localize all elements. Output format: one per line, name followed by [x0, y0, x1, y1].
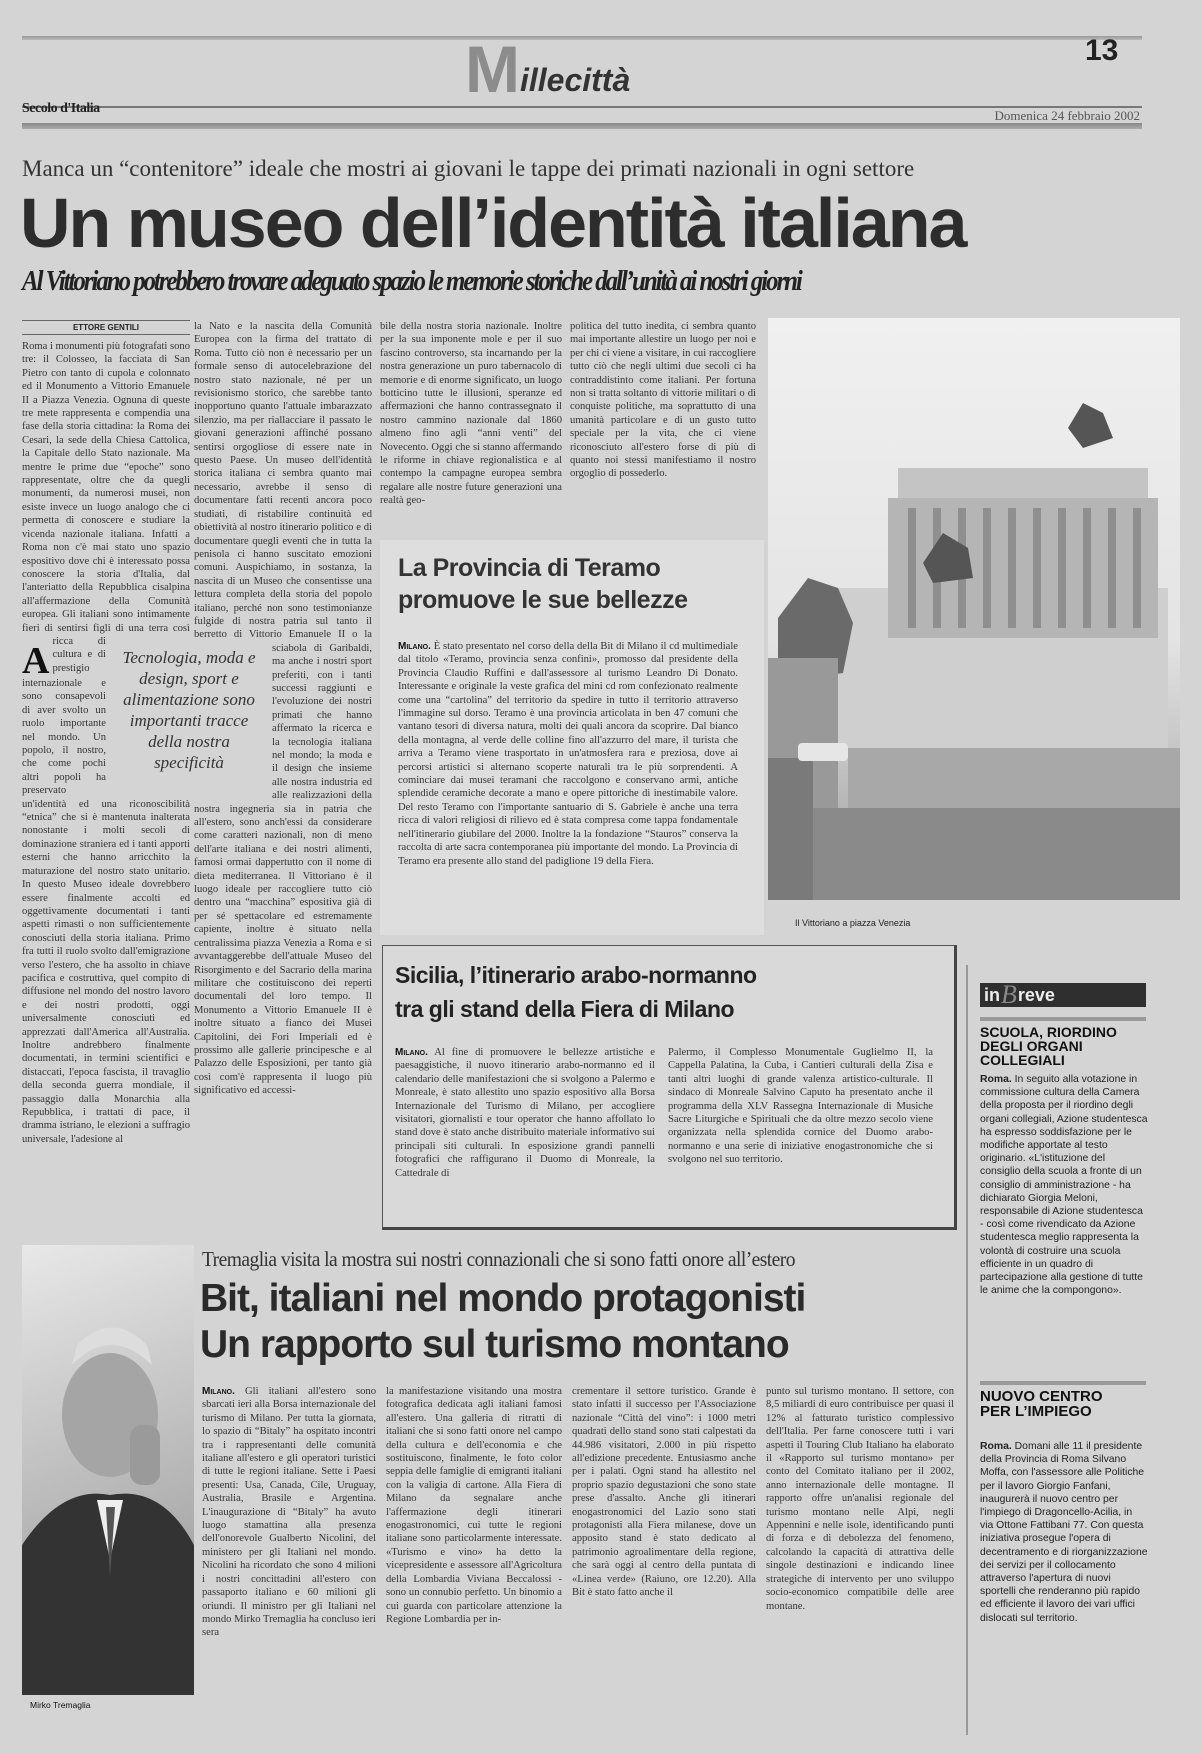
in-breve-label-b: B — [1001, 980, 1017, 1009]
breve-body-2: Roma. Domani alle 11 il presidente della Provincia di Roma Silvano Moffa, con l'assessore alle Politiche per il lavoro Giorgio Fanfani, inaugurerà il nuovo centro per l'impiego di Dragoncello-Acilia, in via Ottone Fattibani 77. Con questa iniziativa prosegue l'opera di decentramento e di riorganizzazione dei servizi per il collocamento attraverso l'apertura di nuovi sportelli che renderanno più rapido ed efficiente il lavoro dei vari uffici dislocati sul territorio. — [980, 1441, 1148, 1624]
drop-cap: A — [22, 640, 50, 682]
monument-image — [768, 318, 1180, 900]
teramo-body: Milano. È stato presentato nel corso della della Bit di Milano il cd multimediale dal titolo «Teramo, provincia senza confini», promosso dal presidente della Provincia Claudio Ruffini e dall'assessore al turismo Leandro Di Donato. Interessante e originale la veste grafica del mini cd rom confezionato realmente come una “cartolina” del territorio da spedire in tutto il territorio attraverso l'immagine sul dorso. Teramo è una provincia articolata in ben 47 comuni che vantano tesori di diversa natura, molti dei quali ancora da scoprire. Dal bianco della montagna, al verde delle colline fino all'azzurro del mare, il turista che arriva a Teramo viene trasportato in un'atmosfera rara e preziosa, dove ai percorsi artistici si alternano scoperte naturali tra le più sorprendenti. A cominciare dai musei teramani che raccolgono e conservano armi, antiche splendide ceramiche decorate a mano e opere pittoriche di inestimabile valore. Del resto Teramo con l'importante santuario di S. Gabriele è anche una terra ricca di valori religiosi di rilievo ed è stata compresa come tappa fondamentale nell'itinerario giubilare del 2000. Inoltre la la fondazione “Stauros” conserva la raccolta di arte sacra contemporanea più importante del mondo. La Provincia di Teramo era presente allo stand del padiglione 19 della Fiera. — [398, 641, 738, 867]
bit-column-3: crementare il settore turistico. Grande è stato infatti il successo per l'Associazione nazionale “Città del vino”: i 1000 metri quadrati dello stand sono stati calpestati da 44.986 visitatori, 2.000 in più rispetto all'edizione precedente. Entusiasmo anche per i palati. Ogni stand ha allestito nel proprio spazio degustazioni che sono state prese d'assalto. Anche gli itinerari enogastronomici del Lazio sono stati protagonisti alla Fiera milanese, dove un apposito stand è stato dedicato al patrimonio agroalimentare della regione, che sarà oggi al centro della puntata di «Linea verde» (Raiuno, ore 12.20). Alla Bit è stato fatto anche il — [572, 1386, 756, 1599]
breve-dateline-1: Roma. — [980, 1074, 1012, 1085]
breve-title-1: SCUOLA, RIORDINO DEGLI ORGANI COLLEGIALI — [980, 1024, 1117, 1068]
sicilia-headline-line-2: tra gli stand della Fiera di Milano — [395, 996, 735, 1022]
bit-column-1: Milano. Gli italiani all'estero sono sbarcati ieri alla Borsa internazionale del turismo di Milano. Per tutta la giornata, lo spazio di “Bitaly” ha ospitato incontri tra i rappresentanti delle comunità italiane all'estero e gli operatori turistici di tutte le regioni italiane. Sette i Paesi presenti: Usa, Canada, Cile, Uruguay, Australia, Brasile e Argentina. L'inaugurazione di “Bitaly” ha avuto luogo stamattina alla presenza dell'onorevole Gualberto Nicolini, del ministero per gli Italiani nel mondo. Nicolini ha ricordato che sono 4 milioni i nostri concittadini all'estero con passaporto italiano e 60 milioni gli oriundi. Il ministro per gli Italiani nel mondo Mirko Tremaglia ha concluso ieri sera — [202, 1386, 376, 1639]
teramo-headline — [398, 552, 688, 616]
teramo-dateline: Milano. — [398, 641, 431, 652]
teramo-headline-line-2: promuove le sue bellezze — [398, 586, 688, 614]
main-headline: Un museo dell’identità italiana — [20, 184, 966, 262]
teramo-headline-line-1: La Provincia di Teramo — [398, 554, 661, 582]
vittoriano-photo — [768, 318, 1180, 900]
bit-dateline: Milano. — [202, 1386, 235, 1397]
in-breve-label — [980, 980, 1146, 1009]
section-logo-text: illecittà — [519, 62, 631, 98]
bit-column-2: la manifestazione visitando una mostra fotografica dedicata agli italiani famosi all'estero. Una galleria di ritratti di italiani che si sono fatti onore nel campo della cultura e dell'economia e che sostituiscono, finalmente, le foto color seppia delle famiglie di emigranti italiani con la valigia di cartone. Alla Fiera di Milano da segnalare anche l'affermazione degli itinerari enogastronomici, cui tutte le regioni italiane sono particolarmente interessate. «Turismo e vino» ha detto la vicepresidente e assessore all'Agricoltura della Lombardia Viviana Beccalossi - sono un connubio perfetto. Un binomio a cui guarda con particolare attenzione la Regione Lombardia per in- — [386, 1386, 562, 1625]
tremaglia-photo-caption: Mirko Tremaglia — [30, 1700, 91, 1710]
paper-name: Secolo d'Italia — [22, 101, 100, 116]
sicilia-headline — [395, 958, 757, 1026]
bit-headline — [200, 1276, 805, 1368]
breve-divider — [980, 1017, 1146, 1021]
main-kicker: Manca un “contenitore” ideale che mostri ai giovani le tappe dei primati nazionali in ogni settore — [22, 156, 915, 181]
sicilia-article — [382, 945, 957, 1230]
main-column-4: politica del tutto inedita, ci sembra quanto mai importante allestire un luogo per noi e per chi ci viene a visitare, in cui raccogliere tutto ciò che negli ultimi due secoli ci ha contraddistinto come italiani. Per fortuna non si tratta soltanto di vittorie militari o di conquiste politiche, ma soprattutto di una umanità particolare e di un gusto tutto speciale per la vita, che ci viene riconosciuto all'estero forse di più di quanto noi stessi manifestiamo il nostro orgoglio di possederlo. — [570, 321, 756, 480]
in-breve-label-rest: reve — [1017, 984, 1055, 1005]
breve-divider — [980, 1381, 1146, 1385]
sicilia-column-1: Milano. Al fine di promuovere le bellezze artistiche e paesaggistiche, il nuovo itinerario arabo-normanno ed il calendario delle manifestazioni che si svolgono a Palermo e Monreale, è stato allestito uno spazio espositivo alla Borsa Internazionale del Turismo di Milano, per accogliere visitatori, giornalisti e tour operator che hanno affollato lo stand dove è stato anche distribuito materiale informativo sui principali siti culturali. In esposizione grandi pannelli fotografici che raffigurano il Duomo di Monreale, la Cattedrale di — [395, 1047, 655, 1179]
masthead-bottom-rule — [22, 123, 1142, 129]
bit-headline-line-1: Bit, italiani nel mondo protagonisti — [200, 1277, 806, 1320]
portrait-image — [22, 1245, 194, 1695]
sicilia-headline-line-1: Sicilia, l’itinerario arabo-normanno — [395, 962, 757, 988]
in-breve-label-in: in — [984, 984, 1000, 1005]
sicilia-dateline: Milano. — [395, 1047, 428, 1058]
in-breve-sidebar — [966, 965, 1152, 1735]
sicilia-column-2: Palermo, il Complesso Monumentale Guglielmo II, la Cappella Palatina, la Cuba, i Cantieri culturali della Zisa e tanti altri luoghi di grande valenza artistico-culturale. Il sindaco di Monreale Salvino Caputo ha presentato anche il programma della XLV Rassegna Internazionale di Musiche Sacre Liturgiche e Spirituali che da oltre mezzo secolo viene organizzata nella splendida cornice del Duomo arabo-normanno e una serie di iniziative enogastronomiche che si svolgono nel suo territorio. — [668, 1047, 933, 1166]
bit-column-4: punto sul turismo montano. Il settore, con 8,5 miliardi di euro contribuisce per quasi il 12% al fatturato turistico complessivo dell'Italia. Per farne conoscere tutti i vari aspetti il Touring Club Italiano ha elaborato il «Rapporto sul turismo montano» per conto del Comitato italiano per il 2002, anno internazionale delle montagne. Il rapporto offre un'analisi regionale del turismo montano nelle Alpi, negli Appennini e nelle isole, identificando punti di forza e di debolezza del fenomeno, calcolando la capacità di attrattiva delle singole destinazioni e indicando linee strategiche di intervento per uno sviluppo socio-economico compatibile delle aree montane. — [766, 1386, 954, 1612]
pull-quote: Tecnologia, moda e design, sport e alimentazione sono importanti tracce della nostra specificità — [122, 648, 256, 772]
masthead-rule — [22, 106, 1142, 108]
main-column-3: bile della nostra storia nazionale. Inoltre per la sua imponente mole e per il suo fascino controverso, sta incarnando per la nostra generazione un puro tabernacolo di memorie e di enorme significato, un luogo botticino tutte le illusioni, speranze ed affermazioni che hanno contrassegnato il nostro cammino nazionale dal 1860 almeno fino agli “anni venti” del Novecento. Oggi che si stanno affermando le riforme in chiave regionalistica e al contempo la campagne europea sembra regalare alle nostre future generazioni una realtà geo- — [380, 321, 562, 507]
teramo-article — [380, 540, 764, 935]
vittoriano-photo-caption: Il Vittoriano a piazza Venezia — [795, 918, 911, 928]
breve-dateline-2: Roma. — [980, 1441, 1012, 1452]
breve-body-1: Roma. In seguito alla votazione in commissione cultura della Camera della proposta per il riordino degli organi collegiali, Azione studentesca ha espresso soddisfazione per le modifiche apportate al testo originario. «L'istituzione del consiglio della scuola a fronte di un consiglio di amministrazione - ha dichiarato Giorgia Meloni, responsabile di Azione studentesca - così come rivendicato da Azione studentesca meglio rappresenta la volontà di costruire una scuola efficiente in un quadro di partecipazione alla gestione di tutte le anime che la compongono». — [980, 1074, 1148, 1297]
breve-title-2: NUOVO CENTRO PER L’IMPIEGO — [980, 1388, 1103, 1420]
section-logo-initial: M — [465, 32, 520, 106]
tremaglia-photo — [22, 1245, 194, 1695]
main-subhead: Al Vittoriano potrebbero trovare adeguato spazio le memorie storiche dall’unità ai nostri giorni — [22, 265, 801, 297]
byline: ETTORE GENTILI — [22, 320, 190, 335]
page-number: 13 — [1085, 34, 1119, 67]
bit-headline-line-2: Un rapporto sul turismo montano — [200, 1323, 789, 1366]
main-column-2: la Nato e la nascita della Comunità Europea con la firma del trattato di Roma. Tutto ciò non è necessario per un formale senso di autocelebrazione del nostro stato nazionale, né per un revisionismo storico, che sarebbe tanto inopportuno quanto l'attuale imbarazzato silenzio, ma per riallacciare il passato le giovani generazioni affinché possano sentirsi orgogliose di essere nate in questo Paese. Un museo dell'identità storica italiana ci sembra quanto mai necessario, avrebbe il senso di documentare fatti recenti ancora poco studiati, di ristabilire continuità ed obiettività al nostro itinerario politico e di documentare quegli eventi che in tutta la penisola ci hanno suscitato emozioni comuni. Auspichiamo, in sostanza, la nascita di un Museo che consentisse una lettura completa della storia del popolo italiano, perché non sono testimonianze fulgide di nostra patria sul tanto il berretto di Vittorio Emanuele II o la sciabola di Garibaldi, ma anche i nostri sport preferiti, con i tanti successi raggiunti e l'evoluzione dei nostri primati che hanno affermato la ricerca e la tecnologia italiana nel mondo; la moda e il design che insieme alle nostra industria ed alle realizzazioni della nostra ingegneria sia in patria che all'estero, sono anch'essi da considerare come caratteri nazionali, non di meno dell'arte italiana e dei nostri alimenti, famosi ormai dappertutto con il nome di dieta mediterranea. Il Vittoriano è il luogo ideale per raccogliere tutto ciò dentro una “macchina” espositiva già di per sé spettacolare ed estremamente capiente, inoltre è situato nella centralissima piazza Venezia a Roma e si avvantaggerebbe dell'attuale Museo del Risorgimento e del Sacrario della marina militare che costituiscono dei reperti documentali del loro tempo. Il Monumento a Vittorio Emanuele II è inoltre situato a fianco dei Musei Capitolini, dei Fori Imperiali ed è prossimo alle gallerie principesche e al Palazzo delle Esposizioni, per tanto già così com'è rappresenta il luogo più significativo ed accessi- — [194, 321, 372, 1097]
issue-date: Domenica 24 febbraio 2002 — [994, 108, 1140, 123]
section-logo — [465, 32, 631, 106]
bit-kicker: Tremaglia visita la mostra sui nostri connazionali che si sono fatti onore all’estero — [202, 1247, 795, 1271]
main-column-1: A Roma i monumenti più fotografati sono tre: il Colosseo, la facciata di San Pietro con tanto di cupola e colonnato ed il Monumento a Vittorio Emanuele II a Piazza Venezia. Ognuna di queste tre mete rappresenta e compendia una fase della storia cittadina: la Roma dei Cesari, la sede della Chiesa Cattolica, la Capitale dello Stato nazionale. Ma mentre le prime due “epoche” sono rappresentate, oltre che da quegli monumenti, da numerosi musei, non esiste invece un luogo analogo che ci permetta di conoscere e studiare la vicenda nazionale italiana. Infatti a Roma non c'è mai stato uno spazio espositivo dove chi è interessato possa conoscere la storia d'Italia, dal l'anteriatto della Repubblica cisalpina all'affermazione della Comunità europea. Gli italiani sono intimamente fieri di sentirsi figli di una terra così ricca di cultura e di prestigio internazionale e sono consapevoli di aver svolto un ruolo importante nel mondo. Un popolo, il nostro, che come pochi altri popoli ha preservato un'identità ed una riconoscibilità “etnica” che si è mantenuta inalterata nonostante i molti secoli di dominazione straniera ed i tanti apporti esterni che hanno arricchito la maturazione del nostro stato unitario. In questo Museo ideale dovrebbero essere finalmente accolti ed oggettivamente documentati i tanti aspetti rimasti o non sufficientemente conosciuti della storia italiana. Primo fra tutti il ruolo svolto dall'emigrazione verso l'estero, che ha assolto in chiave pacifica e costruttiva, quel compito di diffusione nel mondo del nostro lavoro e dei nostri prodotti, oggi universalmente conosciuti ed apprezzati dall'America all'Australia. Inoltre andrebbero finalmente documentati, in termini scientifici e distaccati, l'epoca fascista, il travaglio della seconda guerra mondiale, il passaggio dalla Monarchia alla Repubblica, i trattati di pace, il dramma istriano, le elezioni a suffragio universale, l'adesione al — [22, 341, 190, 1145]
